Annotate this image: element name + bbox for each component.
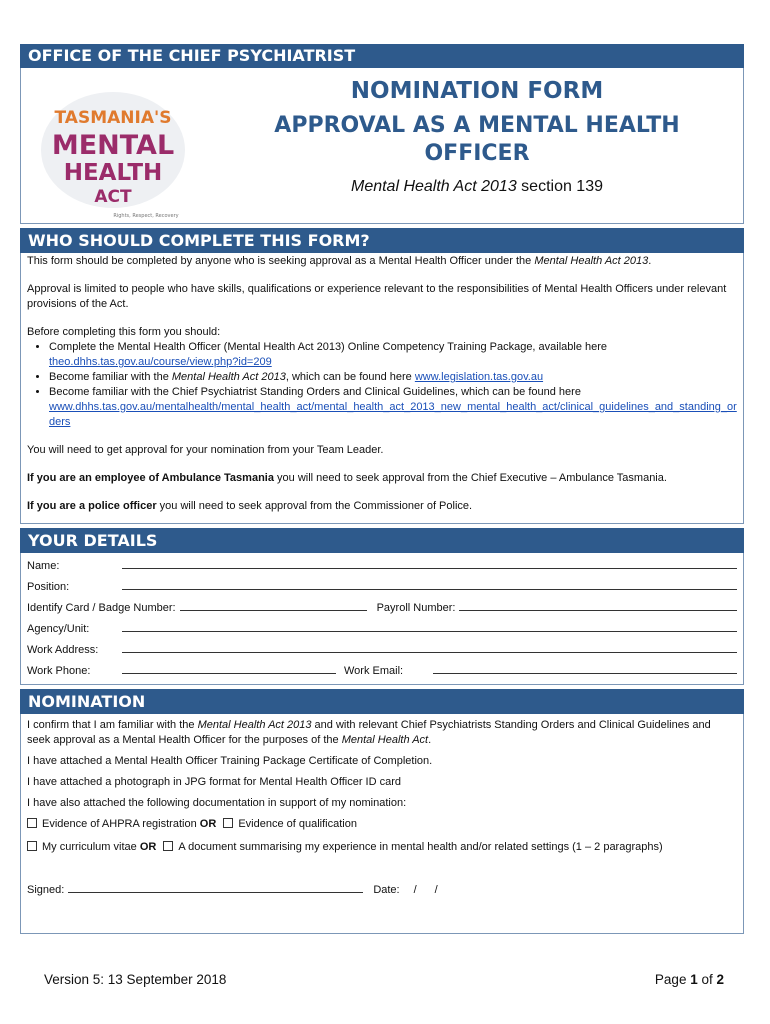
logo-tagline: Rights, Respect, Recovery [113, 213, 179, 219]
checkbox-row-1 [27, 817, 737, 832]
confirm-text: I confirm that I am familiar with the [27, 719, 198, 731]
confirm-act2: Mental Health Act [341, 734, 429, 746]
confirm-end: . [428, 734, 432, 746]
signature-row [27, 880, 737, 901]
name-row [27, 556, 737, 577]
page-of: of [697, 972, 717, 987]
cv-checkbox[interactable] [27, 841, 37, 851]
prereq-act-name: Mental Health Act 2013 [171, 371, 286, 383]
qualification-label: Evidence of qualification [238, 818, 357, 830]
phone-field[interactable] [122, 661, 336, 674]
name-label: Name: [27, 560, 60, 572]
who-intro-end: . [648, 255, 652, 267]
form-header [20, 68, 744, 224]
prereq-item-act [49, 370, 737, 385]
agency-field[interactable] [122, 619, 737, 632]
nomination-docs: I have also attached the following documentation in support of my nomination: [27, 797, 407, 809]
date-slash-1: / [413, 884, 417, 896]
guidelines-link[interactable]: www.dhhs.tas.gov.au/mentalhealth/mental_health_act/mental_health_act_2013_new_mental_health_act/clinical_guidelines_and_standing_orders [49, 401, 737, 428]
page-number [655, 972, 724, 987]
page-current: 1 [690, 972, 698, 987]
who-police [27, 499, 737, 514]
act-reference [211, 178, 743, 196]
agency-label: Agency/Unit: [27, 623, 90, 635]
training-link[interactable]: theo.dhhs.tas.gov.au/course/view.php?id=209 [49, 356, 272, 368]
payroll-field[interactable] [459, 598, 737, 611]
logo-line-act: ACT [94, 187, 132, 207]
details-section [20, 553, 744, 685]
date-slash-2: / [434, 884, 438, 896]
nomination-heading: NOMINATION [20, 689, 744, 714]
ambulance-bold: If you are an employee of Ambulance Tasmania [27, 472, 274, 484]
phone-row [27, 661, 737, 682]
logo-line-mental: MENTAL [51, 130, 175, 161]
page-footer [44, 972, 724, 987]
who-intro [27, 254, 737, 269]
nomination-certificate: I have attached a Mental Health Officer Training Package Certificate of Completion. [27, 755, 433, 767]
prereq-item-training [49, 340, 737, 370]
who-before-text: Before completing this form you should: [27, 326, 221, 338]
who-intro-act: Mental Health Act 2013 [534, 255, 649, 267]
nomination-section [20, 714, 744, 934]
position-field[interactable] [122, 577, 737, 590]
email-label: Work Email: [344, 665, 404, 677]
form-subtitle-line1: APPROVAL AS A MENTAL HEALTH [274, 113, 680, 138]
prereq-act-text2: , which can be found here [285, 371, 415, 383]
experience-label: A document summarising my experience in mental health and/or related settings (1 – 2 paragraphs) [178, 841, 663, 853]
prereq-act-text: Become familiar with the [49, 371, 172, 383]
police-bold: If you are a police officer [27, 500, 157, 512]
signed-label: Signed: [27, 884, 65, 896]
who-team-leader: You will need to get approval for your nomination from your Team Leader. [27, 444, 384, 456]
confirm-text2: and with relevant Chief Psychiatrists Standing Orders and Clinical Guidelines and seek approval as a Mental Health Officer for the purposes of the [27, 719, 711, 746]
position-label: Position: [27, 581, 70, 593]
form-title: NOMINATION FORM [350, 78, 604, 104]
details-heading: YOUR DETAILS [20, 528, 744, 553]
who-heading: WHO SHOULD COMPLETE THIS FORM? [20, 228, 744, 253]
or-text-1: OR [199, 818, 217, 830]
legislation-link[interactable]: www.legislation.tas.gov.au [414, 371, 544, 383]
who-ambulance [27, 471, 737, 486]
page-total: 2 [716, 972, 724, 987]
office-banner: OFFICE OF THE CHIEF PSYCHIATRIST [20, 44, 744, 68]
address-row [27, 640, 737, 661]
version-text: Version 5: 13 September 2018 [44, 972, 227, 987]
badge-row [27, 598, 737, 619]
position-row [27, 577, 737, 598]
nomination-confirm [27, 718, 737, 748]
prereq-guidelines-text: Become familiar with the Chief Psychiatrist Standing Orders and Clinical Guidelines, which can be found here [49, 386, 581, 398]
form-subtitle-line2: OFFICER [424, 141, 530, 166]
who-intro-text: This form should be completed by anyone who is seeking approval as a Mental Health Officer under the [27, 255, 535, 267]
payroll-label: Payroll Number: [376, 602, 456, 614]
mental-health-act-logo [21, 68, 211, 224]
badge-field[interactable] [180, 598, 367, 611]
qualification-checkbox[interactable] [223, 818, 233, 828]
prereq-item-guidelines [49, 385, 737, 430]
address-label: Work Address: [27, 644, 99, 656]
page-word: Page [654, 972, 691, 987]
cv-label: My curriculum vitae [42, 841, 137, 853]
ambulance-text: you will need to seek approval from the Chief Executive – Ambulance Tasmania. [273, 472, 667, 484]
name-field[interactable] [122, 556, 737, 569]
logo-line-health: HEALTH [63, 160, 163, 186]
ahpra-label: Evidence of AHPRA registration [42, 818, 197, 830]
ahpra-checkbox[interactable] [27, 818, 37, 828]
confirm-act: Mental Health Act 2013 [197, 719, 312, 731]
address-field[interactable] [122, 640, 737, 653]
act-name: Mental Health Act 2013 [350, 178, 517, 195]
nomination-photo: I have attached a photograph in JPG format for Mental Health Officer ID card [27, 776, 401, 788]
logo-line-tasmanias: TASMANIA'S [54, 108, 172, 128]
title-block [211, 68, 743, 196]
phone-label: Work Phone: [27, 665, 91, 677]
prereq-training-text: Complete the Mental Health Officer (Mental Health Act 2013) Online Competency Training Package, available here [49, 341, 608, 353]
date-label: Date: [373, 884, 400, 896]
signature-field[interactable] [68, 880, 363, 893]
who-section [20, 253, 744, 524]
or-text-2: OR [139, 841, 157, 853]
experience-checkbox[interactable] [163, 841, 173, 851]
who-prereq-list [27, 340, 737, 430]
form-page [20, 44, 744, 934]
checkbox-row-2 [27, 840, 737, 855]
email-field[interactable] [433, 661, 737, 674]
act-section: section 139 [516, 178, 603, 195]
badge-label: Identify Card / Badge Number: [27, 602, 176, 614]
police-text: you will need to seek approval from the Commissioner of Police. [156, 500, 473, 512]
who-approval-limit: Approval is limited to people who have skills, qualifications or experience relevant to the responsibilities of Mental Health Officers under relevant provisions of the Act. [27, 283, 727, 310]
agency-row [27, 619, 737, 640]
